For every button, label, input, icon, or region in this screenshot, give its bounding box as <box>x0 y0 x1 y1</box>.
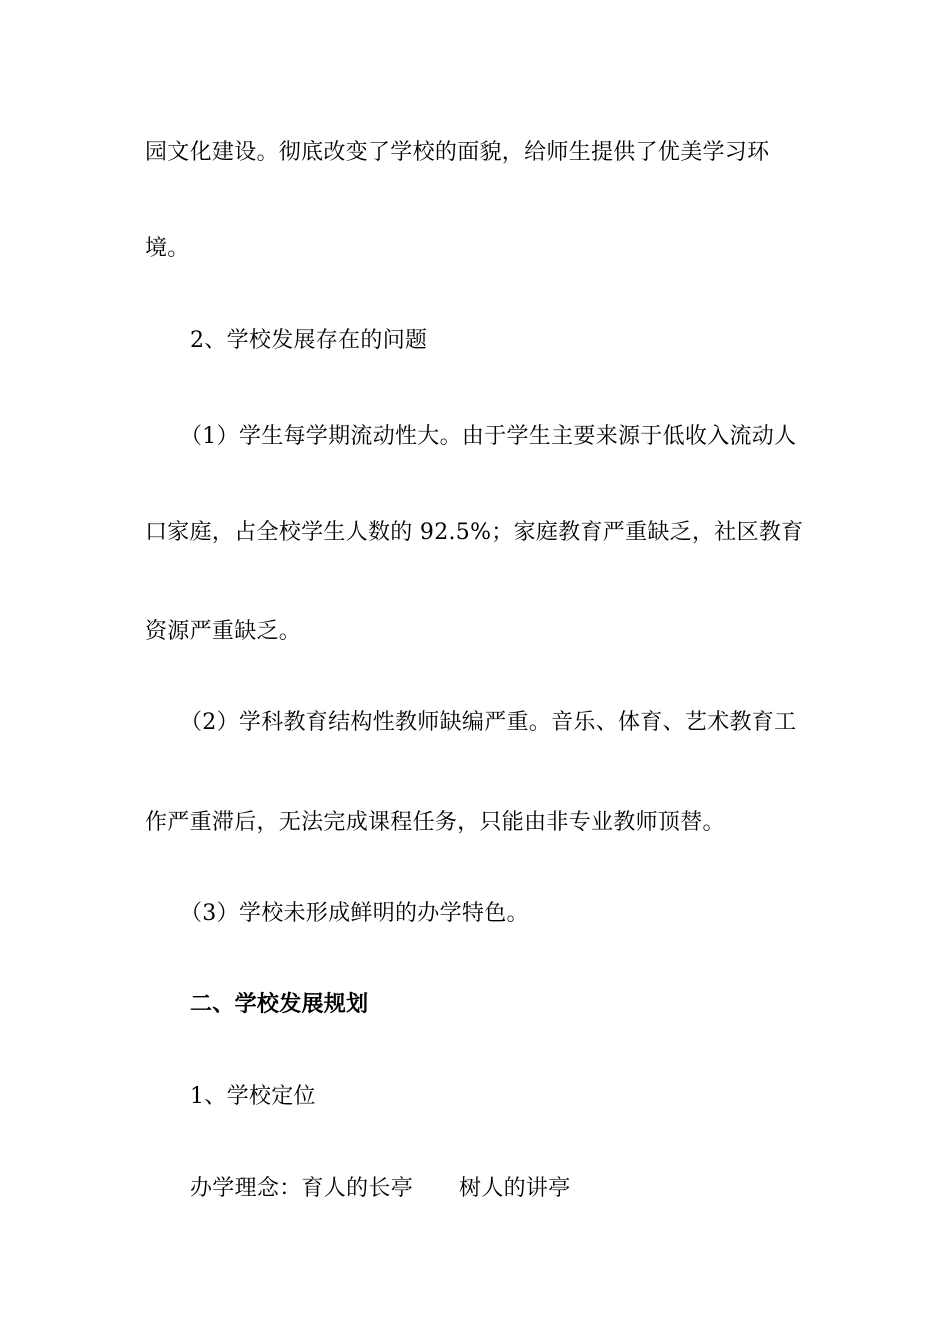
philosophy-label: 办学理念：育人的长亭 <box>190 1176 414 1201</box>
body-paragraph-line: （3）学校未形成鲜明的办学特色。 <box>180 901 529 926</box>
section-subheading: 2、学校发展存在的问题 <box>190 328 428 353</box>
section-subheading: 1、学校定位 <box>190 1084 316 1109</box>
body-paragraph-line: （1）学生每学期流动性大。由于学生主要来源于低收入流动人 <box>180 424 797 449</box>
body-paragraph-line: 口家庭，占全校学生人数的 92.5%；家庭教育严重缺乏，社区教育 <box>145 520 804 545</box>
philosophy-line <box>190 1174 870 1204</box>
body-paragraph-line: 园文化建设。彻底改变了学校的面貌，给师生提供了优美学习环 <box>145 140 770 165</box>
body-paragraph-line: 境。 <box>145 236 190 261</box>
body-paragraph-line: 资源严重缺乏。 <box>145 619 302 644</box>
section-heading: 二、学校发展规划 <box>190 992 369 1017</box>
body-paragraph-line: （2）学科教育结构性教师缺编严重。音乐、体育、艺术教育工 <box>180 710 797 735</box>
body-paragraph-line: 作严重滞后，无法完成课程任务，只能由非专业教师顶替。 <box>145 810 725 835</box>
philosophy-value: 树人的讲亭 <box>459 1176 571 1201</box>
